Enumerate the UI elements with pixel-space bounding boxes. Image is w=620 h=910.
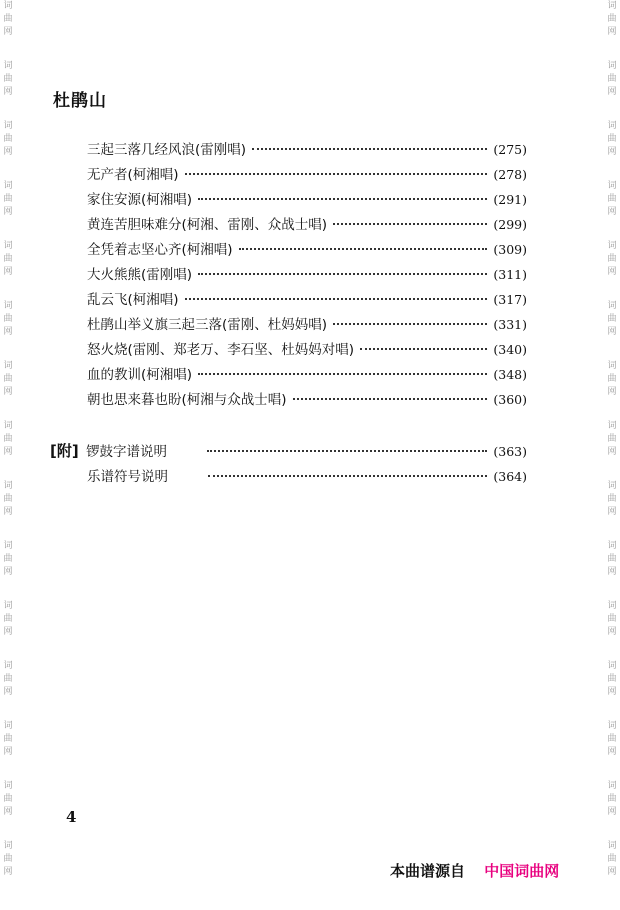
toc-entry-page: (275) (493, 142, 527, 157)
toc-entry-page: (331) (493, 317, 527, 332)
leader-dots (207, 450, 487, 452)
appendix-row (50, 440, 527, 465)
watermark-mark: 词 曲 网 (3, 61, 13, 97)
watermark-mark: 词 曲 网 (607, 121, 617, 157)
toc-entry (87, 388, 527, 413)
watermark-mark: 词 曲 网 (607, 601, 617, 637)
leader-dots (208, 475, 487, 477)
toc-entry-title: 血的教训(柯湘唱) (87, 367, 193, 383)
appendix-row (50, 465, 527, 490)
leader-dots (198, 273, 487, 275)
toc-entry-page: (291) (493, 192, 527, 207)
toc-entry (87, 338, 527, 363)
leader-dots (198, 373, 487, 375)
watermark-mark: 词 曲 网 (3, 601, 13, 637)
toc-entry-page: (278) (493, 167, 527, 182)
toc-entry-page: (348) (493, 367, 527, 382)
watermark-mark: 词 曲 网 (3, 181, 13, 217)
watermark-right (604, 0, 620, 910)
toc-entry-title: 三起三落几经风浪(雷刚唱) (87, 142, 247, 158)
toc-entry (87, 238, 527, 263)
leader-dots (252, 148, 487, 150)
toc-entry-title: 怒火烧(雷刚、郑老万、李石坚、杜妈妈对唱) (87, 342, 355, 358)
toc-entry-page: (360) (493, 392, 527, 407)
watermark-left (0, 0, 16, 910)
toc-entry-title: 黄连苦胆味难分(柯湘、雷刚、众战士唱) (87, 217, 328, 233)
toc-entry-title: 家住安源(柯湘唱) (87, 192, 193, 208)
toc-entry-page: (299) (493, 217, 527, 232)
source-prefix: 本曲谱源自 (390, 862, 466, 880)
toc-entry-page: (311) (493, 267, 527, 282)
toc-entry-title: 大火熊熊(雷刚唱) (87, 267, 193, 283)
leader-dots (185, 298, 488, 300)
watermark-mark: 词 曲 网 (607, 661, 617, 697)
watermark-mark: 词 曲 网 (607, 721, 617, 757)
toc-list (87, 138, 527, 413)
toc-entry-title: 杜鹃山举义旗三起三落(雷刚、杜妈妈唱) (87, 317, 328, 333)
source-site-name: 中国词曲网 (484, 862, 560, 880)
watermark-mark: 词 曲 网 (3, 661, 13, 697)
watermark-mark: 词 曲 网 (607, 841, 617, 877)
leader-dots (185, 173, 488, 175)
leader-dots (293, 398, 488, 400)
watermark-mark: 词 曲 网 (607, 421, 617, 457)
watermark-mark: 词 曲 网 (607, 61, 617, 97)
watermark-mark: 词 曲 网 (3, 301, 13, 337)
leader-dots (198, 198, 487, 200)
watermark-mark: 词 曲 网 (607, 241, 617, 277)
watermark-mark: 词 曲 网 (607, 781, 617, 817)
toc-entry-title: 乱云飞(柯湘唱) (87, 292, 179, 308)
leader-dots (360, 348, 487, 350)
watermark-mark: 词 曲 网 (3, 841, 13, 877)
watermark-mark: 词 曲 网 (3, 421, 13, 457)
watermark-mark: 词 曲 网 (3, 721, 13, 757)
toc-entry (87, 313, 527, 338)
toc-entry-page: (317) (493, 292, 527, 307)
watermark-mark: 词 曲 网 (3, 481, 13, 517)
toc-entry (87, 288, 527, 313)
watermark-mark: 词 曲 网 (607, 1, 617, 37)
toc-entry-title: 无产者(柯湘唱) (87, 167, 179, 183)
toc-entry (87, 138, 527, 163)
watermark-mark: 词 曲 网 (607, 181, 617, 217)
watermark-mark: 词 曲 网 (3, 121, 13, 157)
toc-entry (87, 263, 527, 288)
watermark-mark: 词 曲 网 (3, 241, 13, 277)
watermark-mark: 词 曲 网 (607, 301, 617, 337)
toc-entry (87, 213, 527, 238)
watermark-mark: 词 曲 网 (3, 541, 13, 577)
leader-dots (333, 323, 487, 325)
watermark-mark: 词 曲 网 (3, 361, 13, 397)
watermark-mark: 词 曲 网 (607, 541, 617, 577)
watermark-mark: 词 曲 网 (607, 361, 617, 397)
leader-dots (239, 248, 488, 250)
appendix-item-page: (363) (493, 444, 527, 459)
page-number: 4 (66, 808, 77, 826)
toc-entry (87, 363, 527, 388)
toc-entry (87, 188, 527, 213)
appendix (50, 440, 527, 490)
leader-dots (333, 223, 487, 225)
toc-entry-title: 全凭着志坚心齐(柯湘唱) (87, 242, 233, 258)
appendix-item-title: 乐谱符号说明 (87, 469, 168, 485)
toc-entry-title: 朝也思来暮也盼(柯湘与众战士唱) (87, 392, 287, 408)
toc-entry-page: (309) (493, 242, 527, 257)
source-credit (390, 860, 559, 881)
appendix-marker: [附] (50, 442, 79, 460)
appendix-item-page: (364) (493, 469, 527, 484)
appendix-item-title: 锣鼓字谱说明 (86, 444, 167, 460)
watermark-mark: 词 曲 网 (607, 481, 617, 517)
toc-entry-page: (340) (493, 342, 527, 357)
section-title: 杜鹃山 (53, 91, 107, 111)
watermark-mark: 词 曲 网 (3, 1, 13, 37)
toc-entry (87, 163, 527, 188)
watermark-mark: 词 曲 网 (3, 781, 13, 817)
